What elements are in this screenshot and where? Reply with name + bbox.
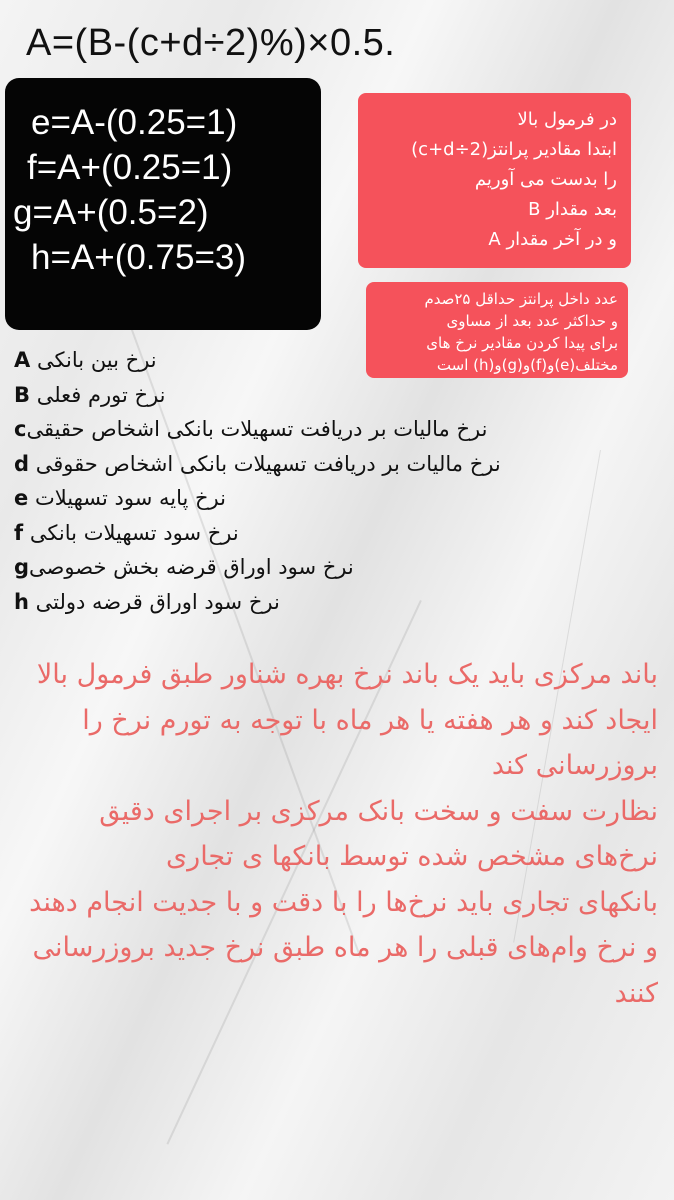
main-formula: A=(B-(c+d÷2)%)×0.5.	[26, 22, 396, 64]
info-line: و حداکثر عدد بعد از مساوی	[446, 312, 618, 330]
info-line: مختلف(e)و(f)و(g)و(h) است	[436, 356, 618, 374]
info-line: عدد داخل پرانتز حداقل ۲۵صدم	[424, 290, 618, 308]
info-line: در فرمول بالا	[517, 109, 617, 130]
info-line: ابتدا مقادیر پرانتز(c+d÷2)	[411, 139, 617, 160]
formula-f: f=A+(0.25=1)	[27, 148, 233, 187]
formula-e: e=A-(0.25=1)	[31, 103, 238, 142]
info-line: برای پیدا کردن مقادیر نرخ های	[426, 334, 618, 352]
definitions-list	[14, 343, 634, 619]
policy-notes	[28, 652, 658, 1016]
definition-B: نرخ تورم فعلی B	[14, 382, 166, 407]
definition-c: نرخ مالیات بر دریافت تسهیلات بانکی اشخاص حقیقیc	[14, 417, 488, 441]
definition-d: نرخ مالیات بر دریافت تسهیلات بانکی اشخاص حقوقی d	[14, 451, 501, 476]
definition-f: نرخ سود تسهیلات بانکی f	[14, 520, 239, 545]
info-line: بعد مقدار B	[528, 199, 617, 220]
info-box-order	[358, 93, 631, 268]
rate-formulas-box	[5, 78, 321, 330]
definition-A: نرخ بین بانکی A	[14, 348, 157, 372]
note-central-bank-oversight: نظارت سفت و سخت بانک مرکزی بر اجرای دقیق نرخ‌های مشخص شده توسط بانکها ی تجاری	[99, 795, 658, 872]
note-floating-rate-band: باند مرکزی باید یک باند نرخ بهره شناور طبق فرمول بالا ایجاد کند و هر هفته یا هر ماه با توجه به تورم نرخ را بروزرسانی کند	[36, 659, 658, 781]
definition-g: نرخ سود اوراق قرضه بخش خصوصیg	[14, 555, 354, 579]
definition-h: نرخ سود اوراق قرضه دولتی h	[14, 589, 280, 614]
formula-h: h=A+(0.75=3)	[31, 238, 247, 277]
definition-e: نرخ پایه سود تسهیلات e	[14, 486, 226, 510]
info-line: را بدست می آوریم	[474, 169, 617, 190]
formula-g: g=A+(0.5=2)	[13, 193, 209, 232]
note-commercial-banks: بانکهای تجاری باید نرخ‌ها را با دقت و با جدیت انجام دهند و نرخ وام‌های قبلی را هر ماه طبق نرخ جدید بروزرسانی کنند	[29, 886, 658, 1009]
info-line: و در آخر مقدار A	[488, 229, 617, 250]
